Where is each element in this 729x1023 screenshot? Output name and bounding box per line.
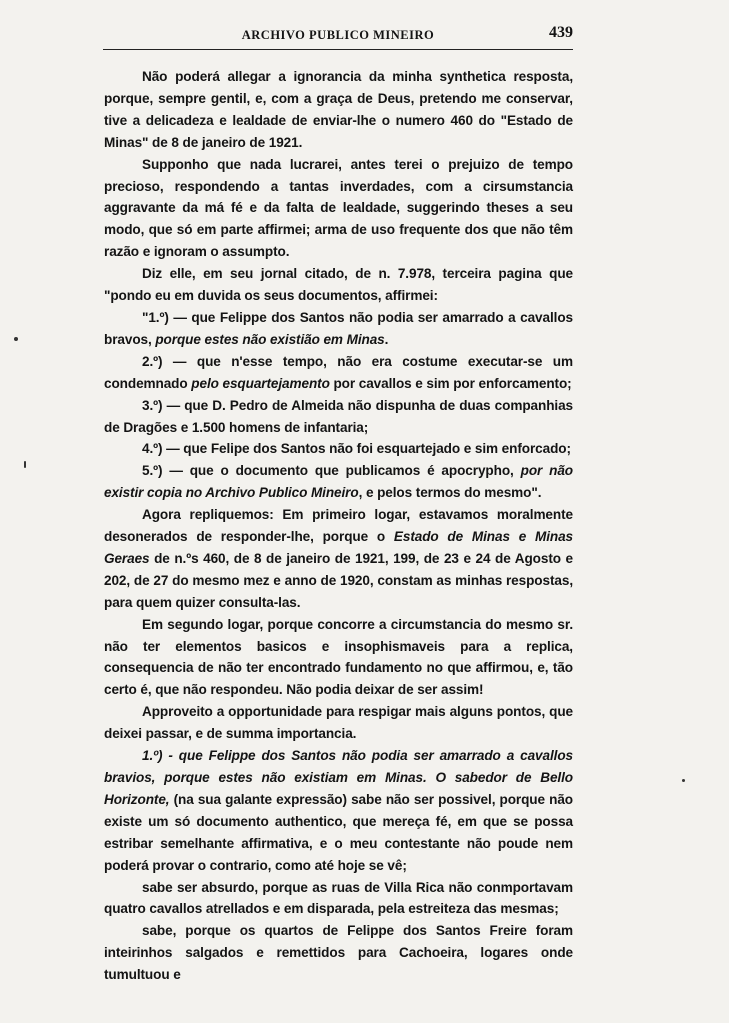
paragraph <box>104 460 573 504</box>
text-run: "1.º) — que Felippe dos Santos não podia ser amarrado a cavallos bravos, <box>104 309 573 347</box>
margin-speck <box>14 337 18 341</box>
text-run: sabe, porque os quartos de Felippe dos Santos Freire foram inteirinhos salgados e remettidos para Cachoeira, logares onde tumultuou e <box>104 923 573 983</box>
text-run: Não poderá allegar a ignorancia da minha synthetica resposta, porque, sempre gentil, e, com a graça de Deus, pretendo me conservar, tive a delicadeza e lealdade de enviar-lhe o numero 460 do "Estado de Minas" de 8 de janeiro de 1921. <box>104 69 573 150</box>
text-run: Em segundo logar, porque concorre a circumstancia do mesmo sr. não ter elementos basicos e insophismaveis para a replica, consequencia de não ter encontrado fundamento no que affirmou, e, tão certo é, que não respondeu. Não podia deixar de ser assim! <box>104 616 573 698</box>
text-run: por cavallos e sim por enforcamento; <box>329 375 572 391</box>
italic-text: por não existir copia no Archivo Publico Mineiro <box>104 463 573 501</box>
body-text <box>104 66 573 986</box>
text-run: Diz elle, em seu jornal citado, de n. 7.978, terceira pagina que "pondo eu em duvida os seus documentos, affirmei: <box>104 266 573 304</box>
italic-text: pelo esquartejamento <box>191 375 330 391</box>
paragraph <box>104 745 573 876</box>
text-run: . <box>384 331 389 347</box>
paragraph <box>104 614 573 702</box>
text-run: sabe ser absurdo, porque as ruas de Villa Rica não conmportavam quatro cavallos atrellados e em disparada, pela estreiteza das mesmas; <box>104 879 573 917</box>
italic-text: 1.º) - que Felippe dos Santos não podia ser amarrado a cavallos bravios, porque estes não existiam em Minas. O sabedor de Bello Horizonte, <box>104 748 573 807</box>
running-head <box>103 24 573 48</box>
text-run: 3.º) — que D. Pedro de Almeida não dispunha de duas companhias de Dragões e 1.500 homens de infantaria; <box>104 397 573 435</box>
text-run: 5.º) — que o documento que publicamos é apocrypho, <box>142 463 521 479</box>
paragraph <box>104 351 573 395</box>
text-run: Agora repliquemos: Em primeiro logar, estavamos moralmente desonerados de responder-lhe, porque o <box>104 507 573 545</box>
text-run: 2.º) — que n'esse tempo, não era costume executar-se um condemnado <box>104 353 573 391</box>
paragraph <box>104 701 573 745</box>
paragraph <box>104 263 573 307</box>
text-run: (na sua galante expressão) sabe não ser possivel, porque não existe um só documento authentico, que mereça fé, em que se possa estribar semelhante affirmativa, e o meu contestante não poude nem poderá provar o contrario, como até hoje se vê; <box>104 791 573 873</box>
paragraph <box>104 920 573 986</box>
paragraph <box>104 154 573 264</box>
text-run: de n.ºs 460, de 8 de janeiro de 1921, 199, de 23 e 24 de Agosto e 202, de 27 do mesmo mez e anno de 1920, constam as minhas respostas, para quem quizer consulta-las. <box>104 550 573 610</box>
text-run: , e pelos termos do mesmo". <box>358 485 542 501</box>
margin-speck <box>682 779 685 782</box>
paragraph <box>104 307 573 351</box>
italic-text: porque estes não existião em Minas <box>155 331 385 347</box>
italic-text: Estado de Minas e Minas Geraes <box>104 529 573 566</box>
text-run: Approveito a opportunidade para respigar mais alguns pontos, que deixei passar, e de summa importancia. <box>104 704 573 742</box>
paragraph <box>104 66 573 154</box>
text-run: Supponho que nada lucrarei, antes terei o prejuizo de tempo precioso, respondendo a tantas inverdades, com a cirsumstancia aggravante da má fé e da falta de lealdade, suggerindo theses a seu modo, que só em parte affirmei; arma de uso frequente dos que não têm razão e ignoram o assumpto. <box>104 156 573 260</box>
page-number: 439 <box>549 24 573 41</box>
margin-speck <box>24 461 26 468</box>
header-rule <box>103 49 573 50</box>
running-head-title: ARCHIVO PUBLICO MINEIRO <box>241 28 435 42</box>
text-run: 4.º) — que Felipe dos Santos não foi esquartejado e sim enforcado; <box>142 441 571 457</box>
paragraph <box>104 438 573 460</box>
paragraph <box>104 877 573 921</box>
paragraph <box>104 395 573 439</box>
paragraph <box>104 504 573 614</box>
